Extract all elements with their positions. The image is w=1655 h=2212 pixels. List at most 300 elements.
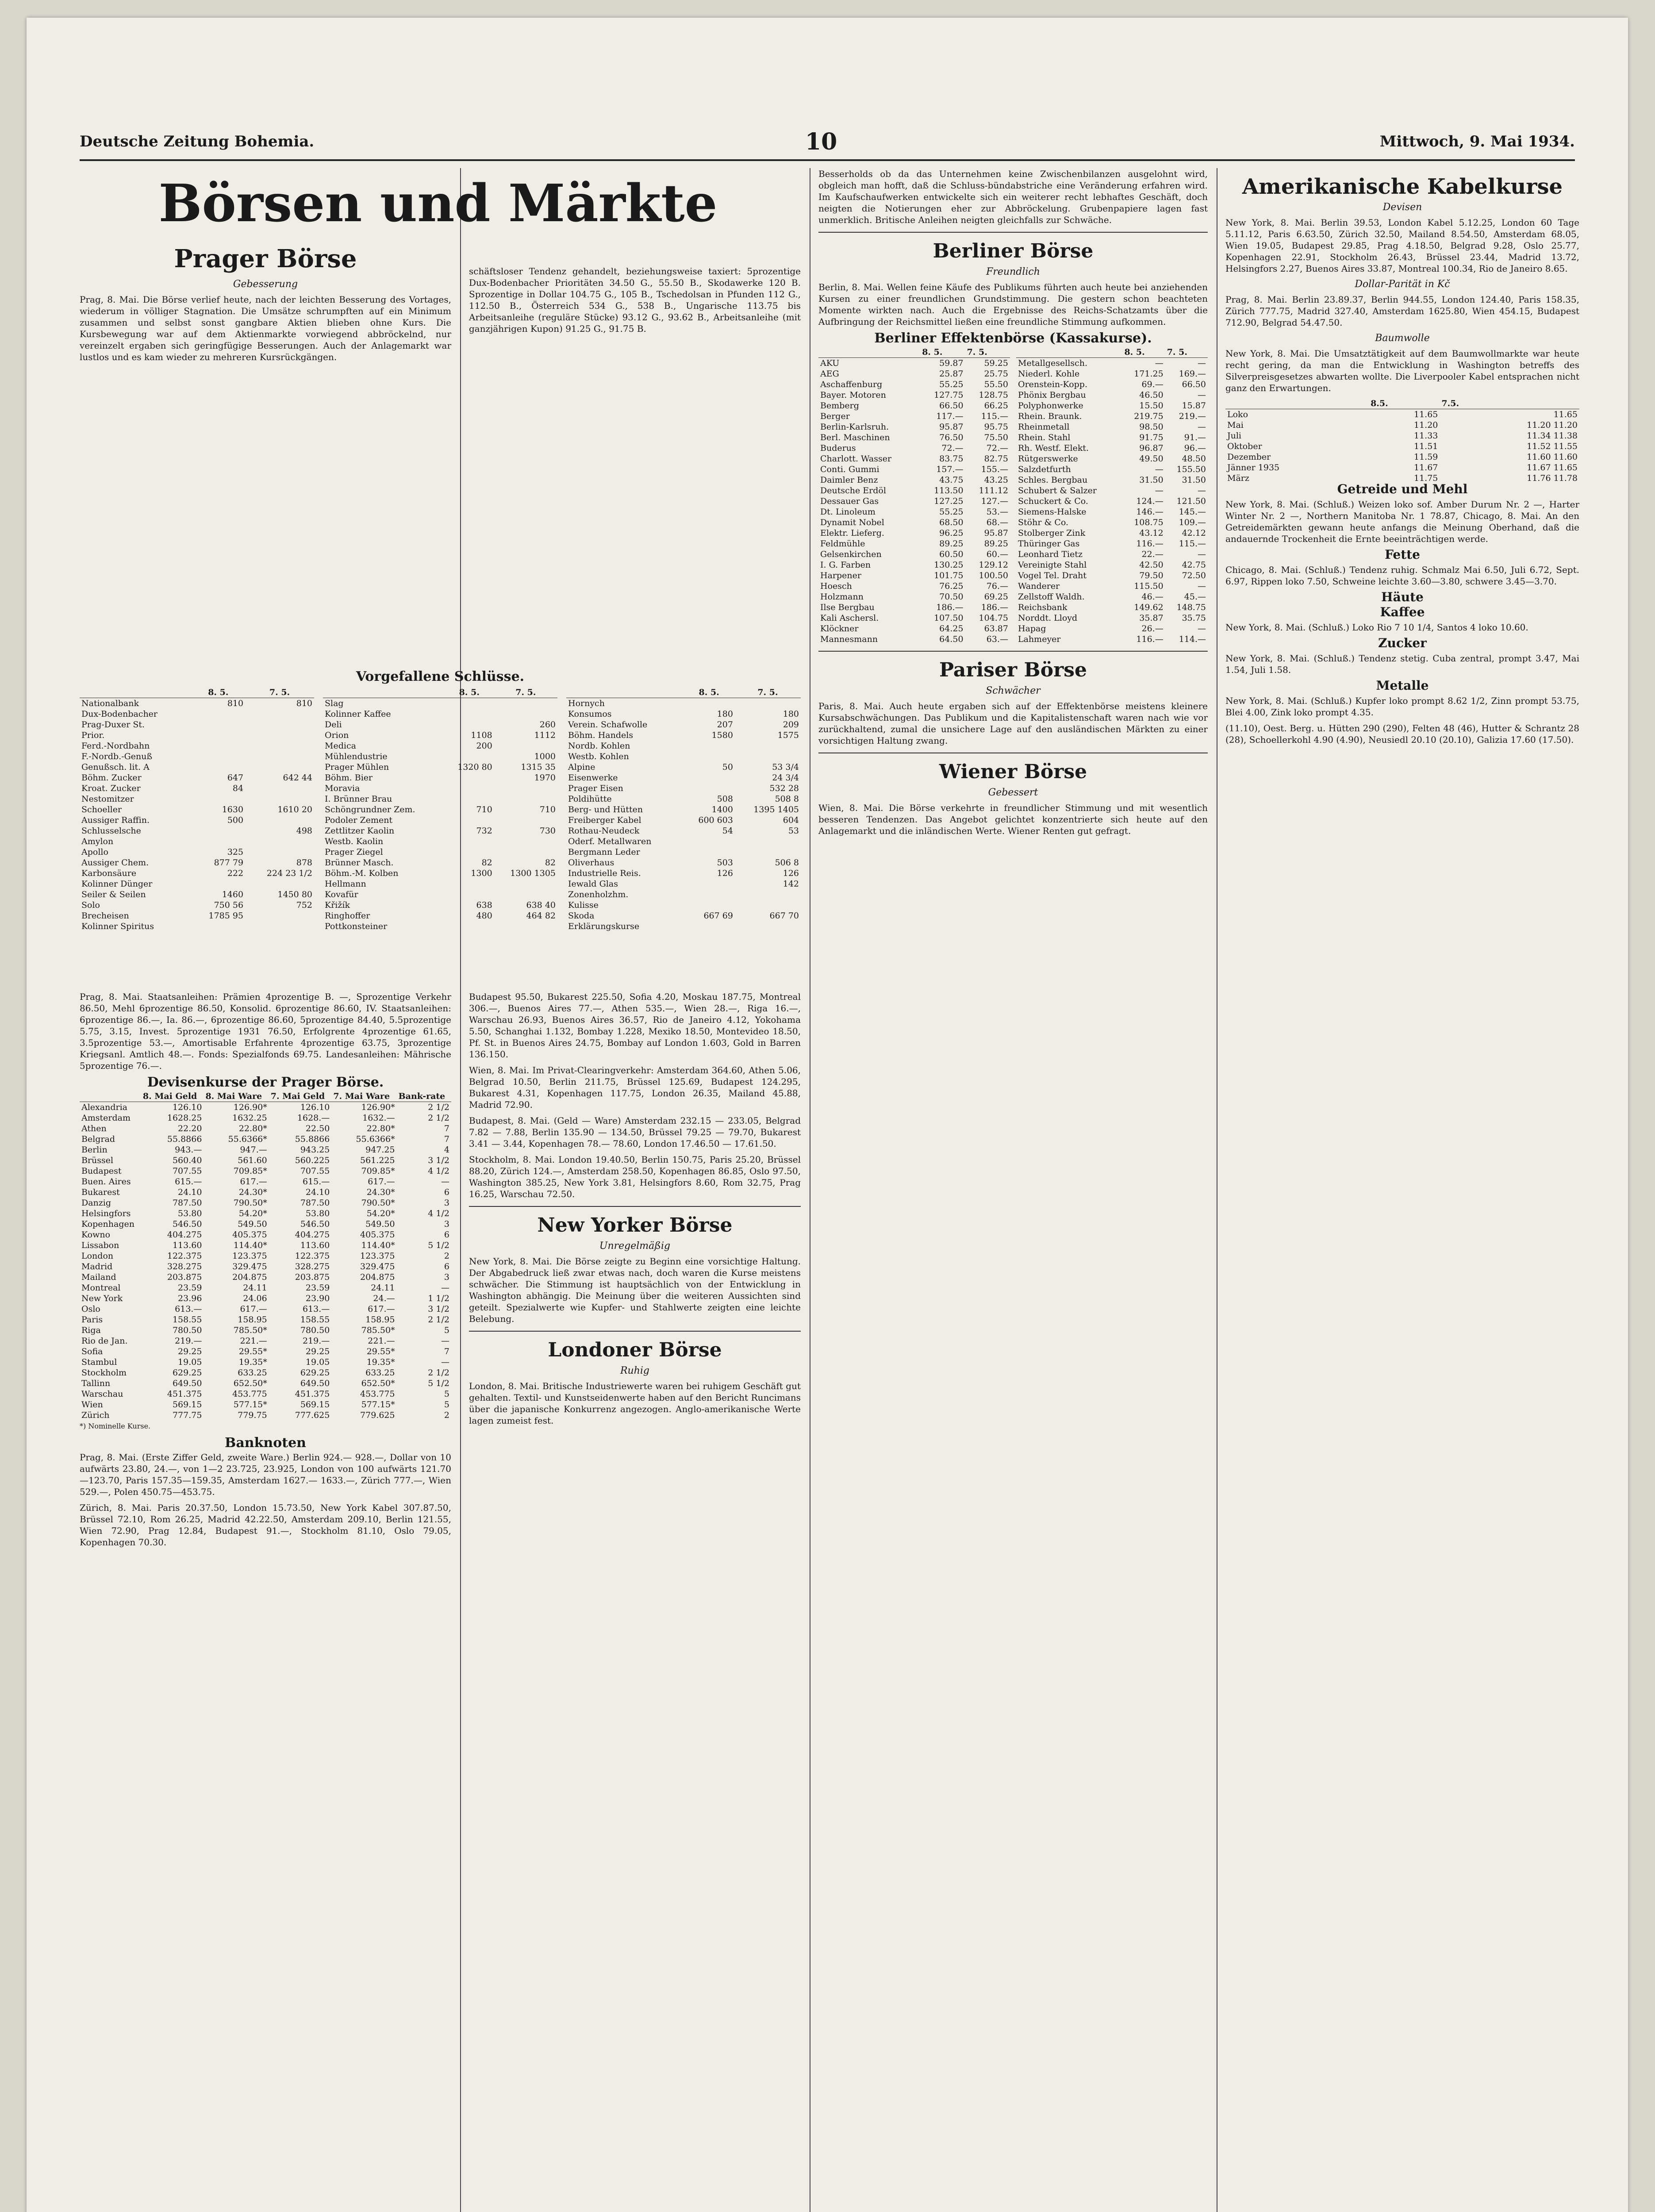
table-row <box>80 847 314 857</box>
table-cell: Aschaffenburg <box>820 380 883 389</box>
table-cell: 11.34 11.38 <box>1527 431 1578 441</box>
table-cell <box>245 794 314 804</box>
table-row <box>80 836 314 847</box>
table-cell: 45.— <box>1184 592 1206 602</box>
kaffee-text: New York, 8. Mai. (Schluß.) Loko Rio 7 10 1/4, Santos 4 loko 10.60. <box>1225 622 1528 633</box>
table-row <box>818 453 1010 464</box>
table-row <box>80 1208 451 1219</box>
table-row <box>566 921 801 932</box>
table-row <box>818 358 1010 369</box>
table-cell: Böhm. Zucker <box>81 773 142 783</box>
table-cell <box>245 921 314 932</box>
table-cell: 629.25 <box>172 1368 202 1378</box>
table-cell: 203.875 <box>295 1272 330 1282</box>
table-row <box>323 772 557 783</box>
table-cell: 224 23 1/2 <box>266 868 312 878</box>
table-cell: 1112 <box>534 730 556 740</box>
table-cell: 546.50 <box>300 1219 330 1229</box>
table-cell: Pottkonsteiner <box>325 922 388 931</box>
table-cell <box>494 698 557 709</box>
table-cell: Skoda <box>568 911 595 921</box>
table-row <box>80 868 314 879</box>
table-cell: — <box>1198 581 1206 591</box>
table-cell: 29.55* <box>238 1347 267 1356</box>
table-cell <box>683 741 735 751</box>
table-cell: Rh. Westf. Elekt. <box>1018 443 1089 453</box>
table-cell <box>494 847 557 857</box>
table-row <box>323 741 557 751</box>
table-cell <box>245 815 314 826</box>
table-row <box>80 741 314 751</box>
table-cell: 7 <box>444 1134 449 1144</box>
table-cell <box>192 921 245 932</box>
table-cell: 5 1/2 <box>428 1379 449 1388</box>
table-cell: 82.75 <box>984 454 1008 464</box>
table-row <box>1016 581 1208 591</box>
table-cell: Rhein. Braunk. <box>1018 411 1082 421</box>
table-cell: 613.— <box>175 1304 202 1314</box>
table-cell: 549.50 <box>238 1219 267 1229</box>
table-cell: Slag <box>325 699 344 708</box>
table-row <box>818 422 1010 432</box>
table-cell: Hapag <box>1018 624 1046 634</box>
table-cell: Stockholm <box>81 1368 127 1378</box>
table-cell: Siemens-Halske <box>1018 507 1087 517</box>
table-row <box>80 1378 451 1389</box>
table-cell <box>192 709 245 719</box>
table-row <box>1016 528 1208 538</box>
table-cell: Reichsbank <box>1018 603 1067 612</box>
table-row <box>1016 602 1208 613</box>
table-row <box>818 623 1010 634</box>
table-cell: 24.30* <box>366 1187 395 1197</box>
table-cell: Danzig <box>81 1198 111 1208</box>
table-row <box>80 889 314 900</box>
table-cell: 126.90* <box>233 1102 267 1112</box>
prague-text: Prag, 8. Mai. Die Börse verlief heute, nach der leichten Besserung des Vortages, wiederum in völliger Stagnation. Die Umsätze schrumpften auf ein Minimum zusammen und selbst sonst gangbare Aktien blieben ohne Kurs. Die Kursbewegung war auf dem Aktienmarkte vorwiegend abbröckelnd, nur vereinzelt ergaben sich geringfügige Besserungen. Auch der Anlagemarkt war lustlos und es kam wieder zu mehreren Kursrückgängen. <box>80 294 451 362</box>
table-cell: Vereinigte Stahl <box>1018 560 1087 570</box>
table-row <box>80 794 314 804</box>
table-cell: 22.20 <box>178 1124 202 1133</box>
table-row <box>818 591 1010 602</box>
table-cell <box>683 921 735 932</box>
wiener-sub: Gebessert <box>988 787 1038 798</box>
table-cell: 50 <box>722 762 733 772</box>
table-cell: Salzdetfurth <box>1018 465 1071 474</box>
table-row <box>80 1336 451 1346</box>
table-cell: Ferd.-Nordbahn <box>81 741 150 751</box>
table-cell <box>245 879 314 889</box>
table-cell: 790.50* <box>233 1198 267 1208</box>
table-cell: 207 <box>717 720 733 730</box>
table-row <box>818 496 1010 507</box>
table-cell: 404.275 <box>167 1230 202 1240</box>
table-cell: 60.— <box>986 549 1008 559</box>
table-cell: 31.50 <box>1182 475 1206 485</box>
cotton-text: New York, 8. Mai. Die Umsatztätigkeit auf dem Baumwollmarkte war heute recht gering, da man die Entwicklung in Washington betreffs des Silverpreisgesetzes abwarten wollte. Die Liverpooler Kabel entsprachen nicht ganz den Erwartungen. <box>1225 348 1579 393</box>
table-cell: 55.25 <box>939 507 964 517</box>
table-row <box>818 634 1010 645</box>
table-cell: Lahmeyer <box>1018 634 1061 644</box>
table-row <box>566 772 801 783</box>
table-cell: 49.50 <box>1139 454 1163 464</box>
table-cell: 117.— <box>936 411 964 421</box>
table-row <box>1016 538 1208 549</box>
table-cell: 633.25 <box>365 1368 395 1378</box>
table-row <box>80 1283 451 1293</box>
table-cell: 63.87 <box>984 624 1008 634</box>
table-cell <box>683 889 735 900</box>
table-row <box>1016 379 1208 390</box>
table-cell: 790.50* <box>361 1198 395 1208</box>
table-cell: 649.50 <box>300 1379 330 1388</box>
table-cell: Niederl. Kohle <box>1018 369 1080 379</box>
table-cell: Böhm. Handels <box>568 730 634 740</box>
table-cell: 7 <box>444 1124 449 1133</box>
table-cell: 24 3/4 <box>772 773 799 783</box>
table-row <box>818 507 1010 517</box>
table-cell <box>245 762 314 772</box>
table-row <box>1016 507 1208 517</box>
table-cell: Schoeller <box>81 805 122 814</box>
table-cell <box>245 847 314 857</box>
table-cell: 79.50 <box>1139 571 1163 580</box>
table-cell <box>192 730 245 741</box>
table-cell: Oslo <box>81 1304 100 1314</box>
table-cell: Aussiger Raffin. <box>81 815 150 825</box>
table-cell: 2 <box>444 1410 449 1420</box>
table-cell: Konsumos <box>568 709 612 719</box>
table-cell: 1580 <box>711 730 733 740</box>
table-cell <box>735 836 801 847</box>
table-cell: Holzmann <box>820 592 864 602</box>
table-cell: 204.875 <box>360 1272 395 1282</box>
table-row <box>80 751 314 762</box>
cotton-futures-table <box>1225 398 1579 484</box>
table-cell: — <box>1198 549 1206 559</box>
table-cell: Poldihütte <box>568 794 612 804</box>
table-cell: 107.50 <box>934 613 964 623</box>
table-row <box>1016 443 1208 453</box>
table-cell: 155.— <box>981 465 1008 474</box>
table-cell: 777.625 <box>295 1410 330 1420</box>
table-cell: 104.75 <box>979 613 1008 623</box>
table-row <box>818 379 1010 390</box>
column-header <box>323 687 445 698</box>
table-cell: 506 8 <box>775 858 799 868</box>
column-rule <box>460 168 461 2212</box>
table-row <box>818 432 1010 443</box>
table-row <box>1016 591 1208 602</box>
table-cell: 613.— <box>303 1304 330 1314</box>
table-cell <box>683 836 735 847</box>
column-header: 8. 5. <box>920 347 965 358</box>
table-row <box>818 369 1010 379</box>
table-cell: Prag-Duxer St. <box>81 720 145 730</box>
table-cell: Polyphonwerke <box>1018 401 1083 411</box>
table-cell <box>245 910 314 921</box>
table-cell: 64.50 <box>939 634 964 644</box>
table-cell: 6 <box>444 1230 449 1240</box>
table-cell: 453.775 <box>232 1389 267 1399</box>
table-cell: 638 40 <box>526 900 556 910</box>
table-row <box>80 1187 451 1198</box>
table-cell: Klöckner <box>820 624 859 634</box>
kaffee-sub: Kaffee <box>1380 605 1425 619</box>
table-cell: 66.50 <box>1182 380 1206 389</box>
table-cell: 11.67 <box>1414 463 1438 472</box>
table-row <box>80 1314 451 1325</box>
table-row <box>80 719 314 730</box>
table-cell: 29.25 <box>305 1347 330 1356</box>
table-cell: 329.475 <box>360 1262 395 1271</box>
table-cell: Stambul <box>81 1357 117 1367</box>
table-cell: 66.25 <box>984 401 1008 411</box>
table-row <box>80 1367 451 1378</box>
table-cell: Daimler Benz <box>820 475 878 485</box>
table-cell: 157.— <box>936 465 964 474</box>
table-cell: Eisenwerke <box>568 773 618 783</box>
table-cell <box>735 847 801 857</box>
table-cell: 29.25 <box>178 1347 202 1356</box>
table-cell: Oktober <box>1227 442 1262 451</box>
table-cell <box>735 741 801 751</box>
table-row <box>80 826 314 836</box>
table-cell: 577.15* <box>361 1400 395 1409</box>
table-cell: 84 <box>232 783 244 793</box>
table-cell: 171.25 <box>1134 369 1163 379</box>
table-cell: 55.6366* <box>228 1134 267 1144</box>
table-row <box>323 836 557 847</box>
table-cell: 730 <box>539 826 556 836</box>
table-cell <box>192 751 245 762</box>
table-cell: 127.25 <box>934 496 964 506</box>
table-cell: 710 <box>539 805 556 814</box>
table-cell: 709.85* <box>361 1166 395 1176</box>
table-cell: Rütgerswerke <box>1018 454 1078 464</box>
table-cell: Paris <box>81 1315 103 1325</box>
table-cell: 1108 <box>471 730 492 740</box>
prague-title: Prager Börse <box>174 244 357 273</box>
table-cell: 127.75 <box>934 390 964 400</box>
table-row <box>818 560 1010 570</box>
table-cell: 63.— <box>986 634 1008 644</box>
table-row <box>566 741 801 751</box>
table-cell: 5 <box>444 1389 449 1399</box>
table-cell: 451.375 <box>295 1389 330 1399</box>
table-cell: Amylon <box>81 837 114 846</box>
table-cell: Jänner 1935 <box>1227 463 1280 472</box>
table-cell: 60.50 <box>939 549 964 559</box>
table-cell: Mai <box>1227 420 1244 430</box>
table-cell: 42.50 <box>1139 560 1163 570</box>
table-cell: 710 <box>476 805 492 814</box>
table-cell: Kopenhagen <box>81 1219 134 1229</box>
table-cell: 66.50 <box>939 401 964 411</box>
table-row <box>80 1251 451 1261</box>
table-cell: Freiberger Kabel <box>568 815 641 825</box>
table-cell: 11.65 <box>1414 410 1438 419</box>
table-cell: 5 <box>444 1325 449 1335</box>
table-cell: 96.25 <box>939 528 964 538</box>
table-cell: Schöngrundner Zem. <box>325 805 415 814</box>
table-cell: Bayer. Motoren <box>820 390 886 400</box>
table-row <box>80 1240 451 1251</box>
table-cell: März <box>1227 473 1249 483</box>
table-cell: Nordb. Kohlen <box>568 741 630 751</box>
table-cell: 24.11 <box>371 1283 395 1293</box>
table-row <box>566 910 801 921</box>
table-row <box>80 772 314 783</box>
table-row <box>1016 475 1208 485</box>
table-cell: 25.87 <box>939 369 964 379</box>
table-cell: Lissabon <box>81 1240 119 1250</box>
table-cell: 69.— <box>1141 380 1163 389</box>
table-cell: 130.25 <box>934 560 964 570</box>
table-cell: 1000 <box>534 752 556 761</box>
table-cell: 260 <box>539 720 556 730</box>
column-header: Bank-rate <box>397 1091 451 1102</box>
table-cell: 128.75 <box>979 390 1008 400</box>
table-row <box>566 762 801 772</box>
table-cell: Kulisse <box>568 900 599 910</box>
table-cell: 6 <box>444 1187 449 1197</box>
table-cell: Oderf. Metallwaren <box>568 837 652 846</box>
table-cell: 22.50 <box>305 1124 330 1133</box>
table-cell: 11.52 11.55 <box>1527 442 1578 451</box>
table-cell: 647 <box>227 773 244 783</box>
table-row <box>80 698 314 709</box>
table-cell: 1630 <box>222 805 244 814</box>
bonds-text: Prag, 8. Mai. Staatsanleihen: Prämien 4prozentige B. —, Sprozentige Verkehr 86.50, Mehl 6prozentige 86.50, Konsolid. 6prozentige 86.60, IV. Staatsanleihen: 6prozentige 86.—, Ia. 86.—, 6prozentige 86.60, 5prozentige 84.40, 5.5prozentige 5.75, 3.15, Invest. 5prozentige 1931 76.50, Erfolgrente 4prozentige 61.65, 3.5prozentige 53.—, Amortisable Erfahrente 4prozentige 63.75, 3prozentige Kriegsanl. Amtlich 48.—. Fonds: Spezialfonds 69.75. Landesanleihen: Mährische 5prozentige 76.—. <box>80 991 451 1071</box>
table-row <box>1016 422 1208 432</box>
table-cell: 31.50 <box>1139 475 1163 485</box>
table-cell: 19.05 <box>305 1357 330 1367</box>
table-cell: Berlin-Karlsruh. <box>820 422 889 432</box>
column-2-lower <box>469 991 801 2212</box>
table-cell: 68.50 <box>939 518 964 527</box>
table-cell: Prager Mühlen <box>325 762 389 772</box>
table-cell: Brüssel <box>81 1156 114 1165</box>
table-cell: 70.50 <box>939 592 964 602</box>
column-header: 8.5. <box>1369 398 1440 409</box>
table-cell: 180 <box>717 709 733 719</box>
table-cell: 113.60 <box>172 1240 202 1250</box>
table-cell: 15.87 <box>1182 401 1206 411</box>
table-cell: Sofia <box>81 1347 103 1356</box>
table-cell <box>494 783 557 794</box>
column-header: 7.5. <box>1440 398 1579 409</box>
table-cell: Dux-Bodenbacher <box>81 709 158 719</box>
table-cell: Schubert & Salzer <box>1018 486 1097 495</box>
table-cell: 508 <box>717 794 733 804</box>
table-cell: I. Brünner Brau <box>325 794 392 804</box>
table-cell: Bukarest <box>81 1187 120 1197</box>
table-cell: Alpine <box>568 762 595 772</box>
table-cell: 569.15 <box>300 1400 330 1409</box>
table-cell: 126.90* <box>361 1102 395 1112</box>
table-row <box>80 921 314 932</box>
table-row <box>80 709 314 719</box>
table-cell: 780.50 <box>172 1325 202 1335</box>
table-cell: 633.25 <box>238 1368 267 1378</box>
table-cell <box>192 719 245 730</box>
table-cell: 100.50 <box>979 571 1008 580</box>
table-cell: — <box>441 1177 449 1187</box>
table-cell: 222 <box>227 868 244 878</box>
table-cell <box>192 794 245 804</box>
table-cell: 1632.— <box>362 1113 395 1123</box>
table-cell: 787.50 <box>300 1198 330 1208</box>
table-cell: 11.67 11.65 <box>1527 463 1578 472</box>
table-cell: 707.55 <box>300 1166 330 1176</box>
table-cell <box>445 836 494 847</box>
table-cell: 83.75 <box>939 454 964 464</box>
table-row <box>566 857 801 868</box>
table-cell: 1632.25 <box>232 1113 267 1123</box>
paris-text: Paris, 8. Mai. Auch heute ergaben sich auf der Effektenbörse meistens kleinere Kursabschwächungen. Das Publikum und die Kapitalistenschaft waren nach wie vor zurückhaltend, zumal die unsichere Lage auf den ausländischen Märkten zu einer vorsichtigen Haltung zwang. <box>818 701 1208 746</box>
table-row <box>323 730 557 741</box>
table-cell: Prager Ziegel <box>325 847 383 857</box>
table-cell: 72.— <box>986 443 1008 453</box>
table-row <box>80 900 314 910</box>
table-cell: 124.— <box>1136 496 1163 506</box>
table-row <box>80 1166 451 1176</box>
table-cell: Berl. Maschinen <box>820 433 890 442</box>
column-2-top <box>469 265 801 465</box>
banknoten-title: Banknoten <box>225 1435 306 1451</box>
table-cell: 750 56 <box>214 900 244 910</box>
table-cell: — <box>1198 422 1206 432</box>
fette-sub: Fette <box>1385 547 1420 562</box>
table-cell: 7 <box>444 1347 449 1356</box>
table-cell: 54 <box>722 826 733 836</box>
table-cell <box>445 698 494 709</box>
london-text: London, 8. Mai. Britische Industriewerte waren bei ruhigem Geschäft gut gehalten. Textil- und Kunstseidenwerte haben auf den Bericht Runcimans über die japanische Konkurrenz angezogen. Anglo-amerikanische Werte lagen zumeist fest. <box>469 1381 801 1426</box>
table-row <box>323 762 557 772</box>
column-header: 8. 5. <box>445 687 494 698</box>
table-cell: 638 <box>476 900 492 910</box>
table-cell: Schles. Bergbau <box>1018 475 1088 485</box>
table-cell: Aussiger Chem. <box>81 858 149 868</box>
table-cell: Stöhr & Co. <box>1018 518 1069 527</box>
table-row <box>1225 430 1579 441</box>
table-cell: 943.— <box>175 1145 202 1155</box>
table-cell: 186.— <box>981 603 1008 612</box>
table-cell: 11.20 <box>1414 420 1438 430</box>
table-cell: 464 82 <box>526 911 556 921</box>
issue-date: Mittwoch, 9. Mai 1934. <box>1379 133 1575 150</box>
table-cell: 114.— <box>1179 634 1206 644</box>
table-cell <box>735 751 801 762</box>
table-cell: 1 1/2 <box>428 1294 449 1303</box>
table-cell: Orenstein-Kopp. <box>1018 380 1087 389</box>
table-row <box>80 1346 451 1357</box>
table-cell: 779.75 <box>238 1410 267 1420</box>
table-cell: — <box>1155 486 1163 495</box>
table-cell: 1628.— <box>297 1113 330 1123</box>
table-row <box>323 815 557 826</box>
wiener-text: Wien, 8. Mai. Die Börse verkehrte in freundlicher Stimmung und mit wesentlich besseren Tendenzen. Das Angebot gelichtet konzentrierte sich heute auf den Anlagemarkt und die inländischen Werte. Wiener Renten gut gefragt. <box>818 803 1208 836</box>
effekten-table <box>818 347 1010 645</box>
table-cell: 1460 <box>222 890 244 899</box>
banknoten-text: Prag, 8. Mai. (Erste Ziffer Geld, zweite Ware.) Berlin 924.— 928.—, Dollar von 10 aufwärts 23.80, 24.—, von 1—2 23.725, 23.925, London von 100 aufwärts 121.70—123.70, Paris 157.35—159.35, Amsterdam 1627.— 1633.—, Zürich 777.—, Wien 529.—, Polen 450.75—453.75. <box>80 1452 451 1497</box>
table-cell: 405.375 <box>232 1230 267 1240</box>
table-cell: 2 <box>444 1251 449 1261</box>
table-cell: F.-Nordb.-Genuß <box>81 752 153 761</box>
table-cell: 113.60 <box>300 1240 330 1250</box>
table-cell: 43.75 <box>939 475 964 485</box>
